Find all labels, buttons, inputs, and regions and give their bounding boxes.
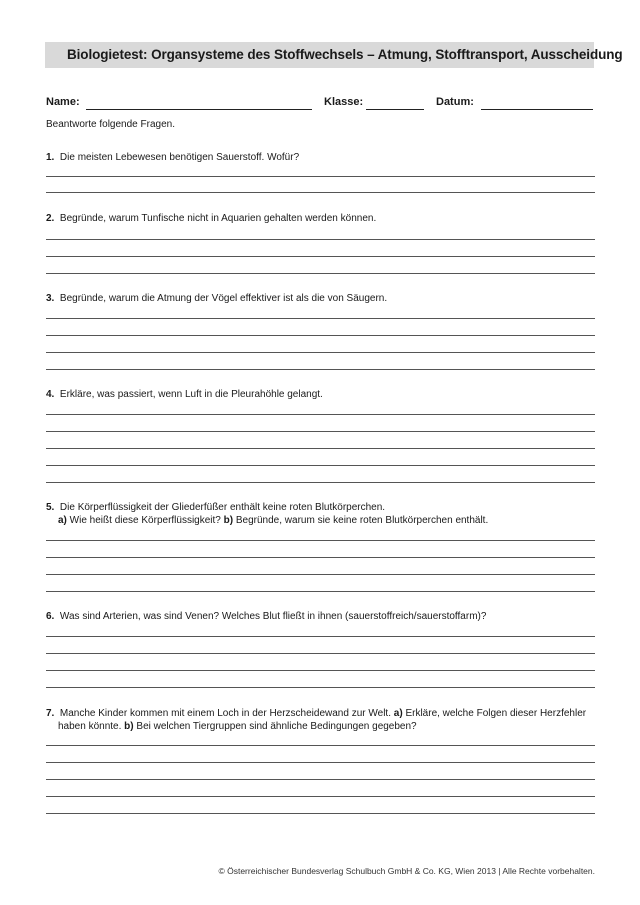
title-bar bbox=[45, 42, 623, 68]
class-field[interactable] bbox=[366, 109, 424, 110]
answer-line[interactable] bbox=[46, 448, 595, 449]
answer-line[interactable] bbox=[46, 796, 595, 797]
subpart-a-text: Wie heißt diese Körperflüssigkeit? bbox=[66, 515, 224, 526]
subpart-b-label: b) bbox=[223, 515, 234, 526]
subpart-b-text: Begründe, warum sie keine roten Blutkörperchen enthält. bbox=[233, 515, 489, 526]
answer-line[interactable] bbox=[46, 414, 595, 415]
question-text: Erkläre, was passiert, wenn Luft in die Pleurahöhle gelangt. bbox=[59, 389, 323, 400]
answer-line[interactable] bbox=[46, 670, 595, 671]
question-text-continued: haben könnte. bbox=[58, 721, 125, 732]
page-title: Biologietest: Organsysteme des Stoffwechsels – Atmung, Stofftransport, Ausscheidung bbox=[67, 47, 623, 62]
question-6 bbox=[46, 610, 596, 623]
answer-line[interactable] bbox=[46, 352, 595, 353]
answer-line[interactable] bbox=[46, 482, 595, 483]
question-2 bbox=[46, 212, 596, 225]
subpart-a-text: Erkläre, welche Folgen dieser Herzfehler bbox=[402, 708, 587, 719]
copyright-footer: © Österreichischer Bundesverlag Schulbuch GmbH & Co. KG, Wien 2013 | Alle Rechte vorbehalten. bbox=[218, 866, 595, 876]
answer-line[interactable] bbox=[46, 335, 595, 336]
question-3 bbox=[46, 292, 596, 305]
question-number: 6. bbox=[46, 611, 55, 622]
question-text: Was sind Arterien, was sind Venen? Welches Blut fließt in ihnen (sauerstoffreich/sauerstoffarm)? bbox=[59, 611, 487, 622]
question-number: 2. bbox=[46, 213, 55, 224]
answer-line[interactable] bbox=[46, 239, 595, 240]
question-line-2 bbox=[46, 720, 596, 733]
subpart-a-label: a) bbox=[393, 708, 403, 719]
answer-line[interactable] bbox=[46, 540, 595, 541]
date-label: Datum: bbox=[436, 96, 474, 108]
answer-line[interactable] bbox=[46, 653, 595, 654]
answer-line[interactable] bbox=[46, 687, 595, 688]
question-number: 5. bbox=[46, 502, 55, 513]
answer-line[interactable] bbox=[46, 762, 595, 763]
subpart-b-text: Bei welchen Tiergruppen sind ähnliche Bedingungen gegeben? bbox=[133, 721, 417, 732]
question-text: Die Körperflüssigkeit der Gliederfüßer enthält keine roten Blutkörperchen. bbox=[59, 502, 386, 513]
question-text: Die meisten Lebewesen benötigen Sauerstoff. Wofür? bbox=[59, 152, 300, 163]
answer-line[interactable] bbox=[46, 192, 595, 193]
question-text: Manche Kinder kommen mit einem Loch in der Herzscheidewand zur Welt. bbox=[59, 708, 394, 719]
subpart-b-label: b) bbox=[124, 721, 134, 732]
question-subparts bbox=[46, 514, 596, 527]
answer-line[interactable] bbox=[46, 636, 595, 637]
question-5 bbox=[46, 501, 596, 527]
question-number: 7. bbox=[46, 708, 55, 719]
date-field[interactable] bbox=[481, 109, 593, 110]
answer-line[interactable] bbox=[46, 591, 595, 592]
question-text: Begründe, warum die Atmung der Vögel effektiver ist als die von Säugern. bbox=[59, 293, 388, 304]
answer-line[interactable] bbox=[46, 813, 595, 814]
answer-line[interactable] bbox=[46, 256, 595, 257]
question-number: 3. bbox=[46, 293, 55, 304]
answer-line[interactable] bbox=[46, 176, 595, 177]
answer-line[interactable] bbox=[46, 369, 595, 370]
answer-line[interactable] bbox=[46, 318, 595, 319]
question-text: Begründe, warum Tunfische nicht in Aquarien gehalten werden können. bbox=[59, 213, 377, 224]
question-number: 1. bbox=[46, 152, 55, 163]
question-7 bbox=[46, 707, 596, 733]
answer-line[interactable] bbox=[46, 745, 595, 746]
name-field[interactable] bbox=[86, 109, 312, 110]
class-label: Klasse: bbox=[324, 96, 364, 108]
answer-line[interactable] bbox=[46, 273, 595, 274]
answer-line[interactable] bbox=[46, 465, 595, 466]
question-1 bbox=[46, 151, 596, 164]
name-label: Name: bbox=[46, 96, 80, 108]
question-number: 4. bbox=[46, 389, 55, 400]
question-4 bbox=[46, 388, 596, 401]
subpart-a-label: a) bbox=[58, 515, 67, 526]
answer-line[interactable] bbox=[46, 557, 595, 558]
answer-line[interactable] bbox=[46, 779, 595, 780]
answer-line[interactable] bbox=[46, 574, 595, 575]
instruction-text: Beantworte folgende Fragen. bbox=[46, 119, 175, 130]
answer-line[interactable] bbox=[46, 431, 595, 432]
